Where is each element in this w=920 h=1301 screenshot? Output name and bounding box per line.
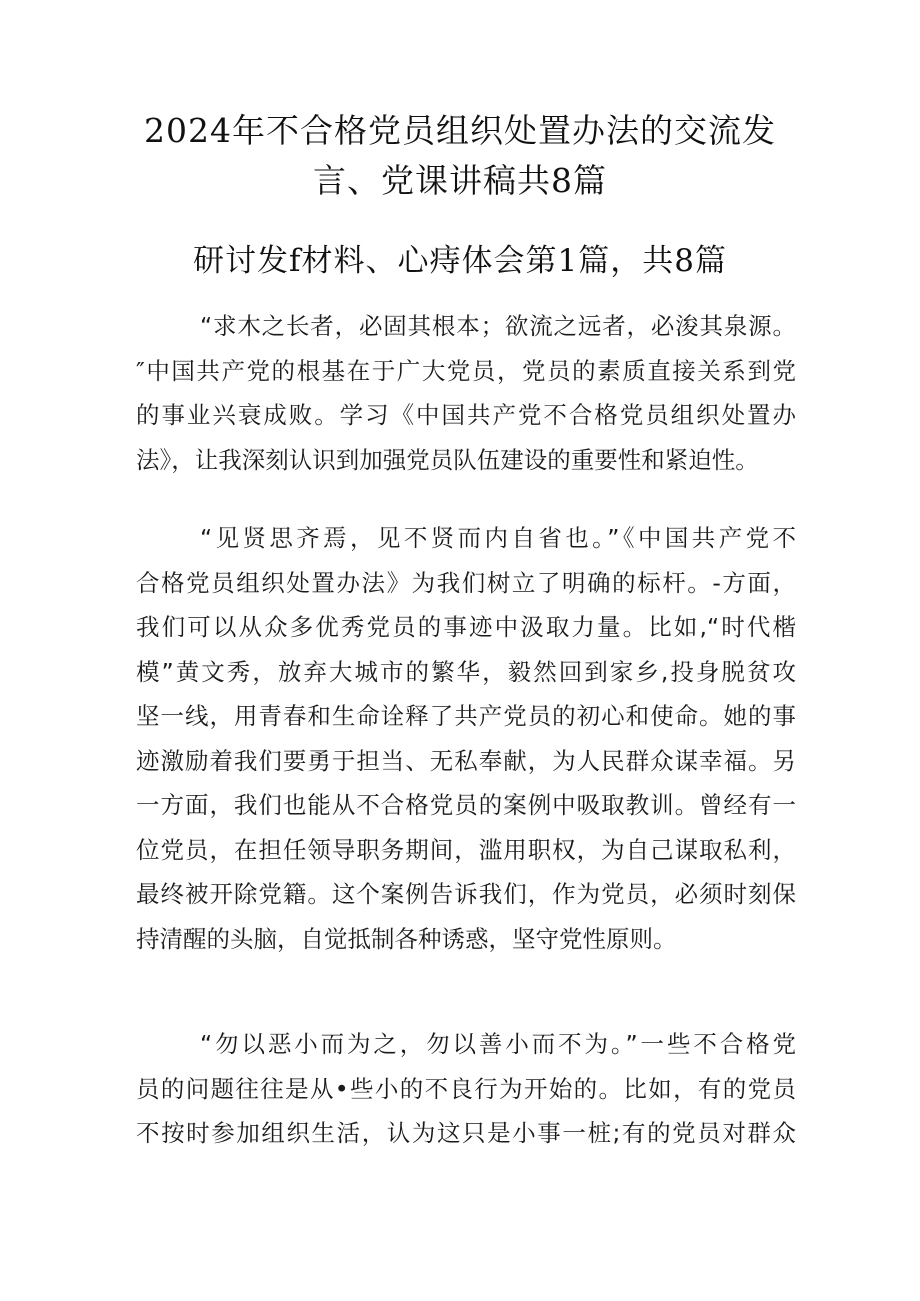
paragraph-line: 我们可以从众多优秀党员的事迹中汲取力量。比如,“时代楷 xyxy=(136,613,796,641)
paragraph-line: 不按时参加组织生活，认为这只是小事一桩;有的党员对群众 xyxy=(136,1119,796,1147)
paragraph-line: 模”黄文秀，放弃大城市的繁华，毅然回到家乡,投身脱贫攻 xyxy=(136,657,796,686)
paragraph-line: 合格党员组织处置办法》为我们树立了明确的标杆。-方面， xyxy=(136,568,796,597)
paragraph-line: 持清醒的头脑，自觉抵制各种诱惑，坚守党性原则。 xyxy=(136,924,677,953)
paragraph-line: 员的问题往往是从•些小的不良行为开始的。比如，有的党员 xyxy=(136,1074,796,1103)
paragraph-line: 坚一线，用青春和生命诠释了共产党员的初心和使命。她的事 xyxy=(136,702,796,730)
document-title-line-2: 言、党课讲稿共8篇 xyxy=(313,161,607,200)
paragraph-line: ″中国共产党的根基在于广大党员，党员的素质直接关系到党 xyxy=(136,356,796,385)
paragraph-line: 迹激励着我们要勇于担当、无私奉献，为人民群众谋幸福。另 xyxy=(136,746,796,775)
paragraph-line: 一方面，我们也能从不合格党员的案例中吸取教训。曾经有一 xyxy=(136,791,796,819)
paragraph-1 xyxy=(136,304,796,482)
paragraph-line: 位党员，在担任领导职务期间，滥用职权，为自己谋取私利， xyxy=(136,835,796,864)
paragraph-line: “勿以恶小而为之，勿以善小而不为。”一些不合格党 xyxy=(200,1030,796,1058)
document-subtitle: 研讨发f材料、心痔体会第1篇，共8篇 xyxy=(193,243,727,279)
paragraph-line: 的事业兴衰成败。学习《中国共产党不合格党员组织处置办 xyxy=(136,401,796,429)
document-title-line-1: 2024年不合格党员组织处置办法的交流发 xyxy=(144,111,776,150)
paragraph-line: 法》，让我深刻认识到加强党员队伍建设的重要性和紧迫性。 xyxy=(136,445,759,474)
paragraph-2 xyxy=(136,516,796,961)
paragraph-3 xyxy=(136,1022,796,1156)
paragraph-line: “求木之长者，必固其根本；欲流之远者，必浚其泉源。 xyxy=(200,312,796,340)
paragraph-line: 最终被开除党籍。这个案例告诉我们，作为党员，必须时刻保 xyxy=(136,880,796,908)
paragraph-line: “见贤思齐焉，见不贤而内自省也。”《中国共产党不 xyxy=(200,524,796,552)
